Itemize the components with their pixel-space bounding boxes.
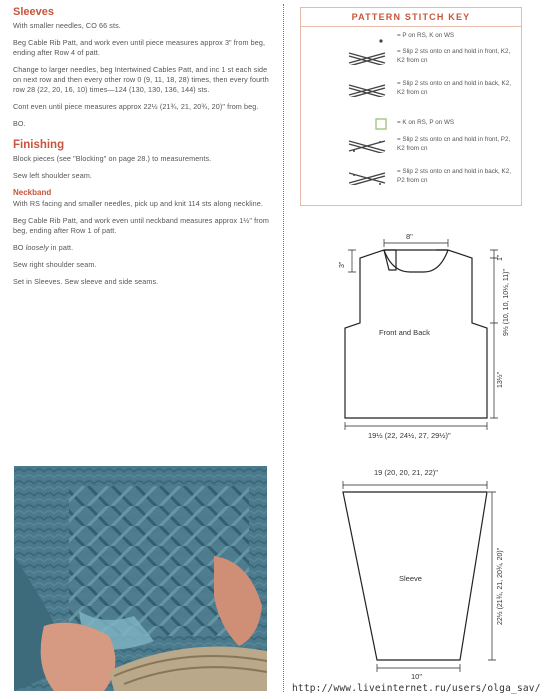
key-text-front-cross-p: = Slip 2 sts onto cn and hold in front, P2, K2 from cn bbox=[397, 136, 511, 152]
neckband-heading: Neckband bbox=[13, 188, 52, 197]
sleeves-step-1: With smaller needles, CO 66 sts. bbox=[13, 21, 121, 30]
front-back-label: Front and Back bbox=[379, 328, 430, 337]
finishing-step-1: Block pieces (see "Blocking" on page 28.) to measurements. bbox=[13, 154, 212, 163]
sleeves-step-2: Beg Cable Rib Patt, and work even until piece measures approx 3" from beg, ending after Row 4 of patt. bbox=[13, 38, 266, 57]
finishing-step-6: Sew right shoulder seam. bbox=[13, 260, 97, 269]
sleeves-heading: Sleeves bbox=[13, 6, 54, 18]
key-text-front-cross-k: = Slip 2 sts onto cn and hold in front, K2, K2 from cn bbox=[397, 48, 511, 64]
neckband-step-1: With RS facing and smaller needles, pick up and knit 114 sts along neckline. bbox=[13, 199, 263, 208]
bo-emphasis: loosely bbox=[25, 243, 49, 252]
bo-text: BO bbox=[13, 243, 26, 252]
sleeve-length-label: 22½ (21¾, 21, 20¾, 20)" bbox=[497, 547, 504, 625]
bo-text-end: in patt. bbox=[48, 243, 74, 252]
armhole-depth-label: 9½ (10, 10, 10½, 11)" bbox=[503, 269, 510, 336]
sleeves-step-4: Cont even until piece measures approx 22½ (21¾, 21, 20¾, 20)" from beg. bbox=[13, 102, 259, 111]
body-width-label: 19½ (22, 24½, 27, 29½)" bbox=[368, 431, 451, 440]
finishing-step-2: Sew left shoulder seam. bbox=[13, 171, 93, 180]
finishing-heading: Finishing bbox=[13, 139, 65, 151]
key-text-purl: = P on RS, K on WS bbox=[397, 32, 455, 39]
key-text-back-cross-k: = Slip 2 sts onto cn and hold in back, K2, K2 from cn bbox=[397, 80, 511, 96]
sleeves-step-5: BO. bbox=[13, 119, 26, 128]
body-length-label: 13½" bbox=[497, 371, 504, 388]
sleeve-label: Sleeve bbox=[399, 574, 422, 583]
neck-width-label: 8" bbox=[406, 232, 413, 241]
shoulder-height-label: 1" bbox=[497, 254, 504, 261]
key-title: PATTERN STITCH KEY bbox=[301, 8, 521, 27]
watermark-url: http://www.liveinternet.ru/users/olga_sav/ bbox=[292, 683, 541, 694]
key-text-back-cross-p: = Slip 2 sts onto cn and hold in back, K2, P2 from cn bbox=[397, 168, 511, 184]
neck-depth-label: 3" bbox=[339, 261, 346, 268]
cuff-width-label: 10" bbox=[411, 672, 423, 681]
sleeve-top-width-label: 19 (20, 20, 21, 22)" bbox=[374, 468, 438, 477]
neckband-step-2: Beg Cable Rib Patt, and work even until neckband measures approx 1½" from beg, ending after Row 1 of patt. bbox=[13, 216, 269, 235]
key-text-knit: = K on RS, P on WS bbox=[397, 119, 455, 126]
sleeves-step-3: Change to larger needles, beg Intertwined Cables Patt, and inc 1 st each side on next row and then every other row 0 (9, 11, 18, 28) times, then every fourth row 28 (22, 20, 16, 10) times—124 (130, 130, 136, 144) sts. bbox=[13, 65, 269, 94]
finishing-step-7: Set in Sleeves. Sew sleeve and side seams. bbox=[13, 277, 159, 286]
